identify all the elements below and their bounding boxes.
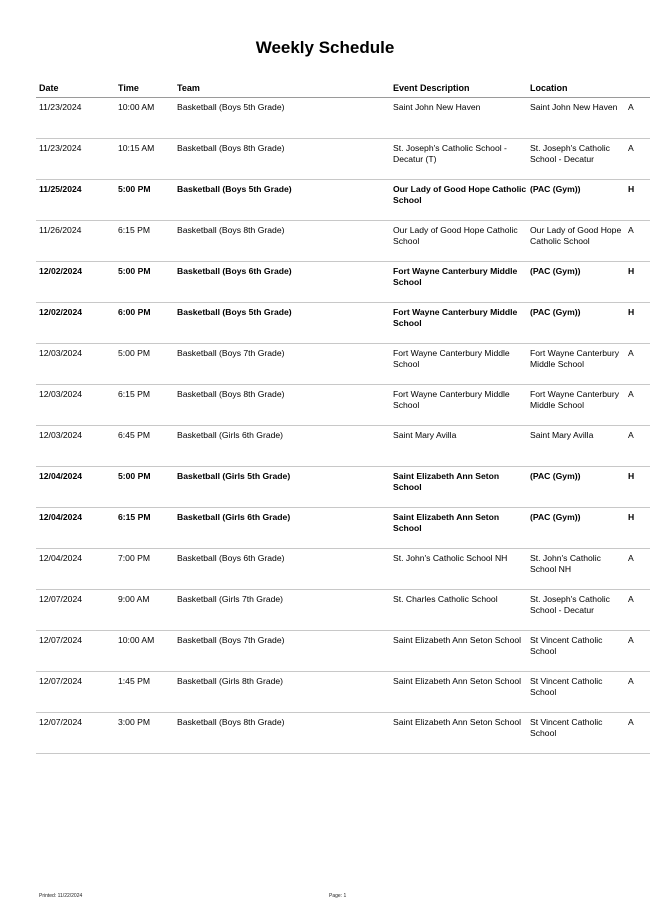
header-location: Location bbox=[530, 83, 568, 93]
cell-team: Basketball (Boys 6th Grade) bbox=[177, 266, 292, 276]
cell-team: Basketball (Girls 6th Grade) bbox=[177, 512, 291, 522]
table-row bbox=[36, 180, 650, 221]
cell-location: Fort Wayne Canterbury Middle School bbox=[530, 389, 619, 410]
cell-time: 6:15 PM bbox=[118, 389, 151, 399]
cell-team: Basketball (Boys 8th Grade) bbox=[177, 225, 285, 235]
table-row bbox=[36, 672, 650, 713]
cell-home-away: A bbox=[628, 676, 634, 686]
table-row bbox=[36, 344, 650, 385]
cell-date: 12/04/2024 bbox=[39, 512, 83, 522]
cell-team: Basketball (Boys 6th Grade) bbox=[177, 553, 285, 563]
cell-home-away: H bbox=[628, 512, 635, 522]
cell-home-away: A bbox=[628, 225, 634, 235]
cell-date: 12/07/2024 bbox=[39, 635, 83, 645]
cell-team: Basketball (Boys 7th Grade) bbox=[177, 635, 285, 645]
cell-event-description: Fort Wayne Canterbury Middle School bbox=[393, 348, 510, 369]
cell-event-description: Saint Elizabeth Ann Seton School bbox=[393, 512, 500, 533]
table-header bbox=[36, 81, 650, 98]
cell-date: 12/07/2024 bbox=[39, 717, 83, 727]
table-row bbox=[36, 221, 650, 262]
cell-time: 9:00 AM bbox=[118, 594, 150, 604]
cell-team: Basketball (Boys 5th Grade) bbox=[177, 184, 292, 194]
cell-time: 5:00 PM bbox=[118, 184, 151, 194]
cell-home-away: A bbox=[628, 430, 634, 440]
cell-home-away: A bbox=[628, 143, 634, 153]
header-event-description: Event Description bbox=[393, 83, 470, 93]
cell-date: 12/04/2024 bbox=[39, 471, 83, 481]
cell-date: 12/04/2024 bbox=[39, 553, 83, 563]
cell-home-away: A bbox=[628, 389, 634, 399]
cell-home-away: H bbox=[628, 471, 635, 481]
cell-event-description: Saint John New Haven bbox=[393, 102, 481, 112]
cell-location: St Vincent Catholic School bbox=[530, 676, 603, 697]
cell-location: (PAC (Gym)) bbox=[530, 266, 581, 276]
table-row bbox=[36, 303, 650, 344]
table-row bbox=[36, 98, 650, 139]
cell-home-away: A bbox=[628, 635, 634, 645]
cell-location: Saint John New Haven bbox=[530, 102, 618, 112]
cell-team: Basketball (Girls 8th Grade) bbox=[177, 676, 284, 686]
cell-event-description: St. Charles Catholic School bbox=[393, 594, 498, 604]
cell-team: Basketball (Girls 6th Grade) bbox=[177, 430, 284, 440]
cell-time: 6:45 PM bbox=[118, 430, 151, 440]
cell-time: 5:00 PM bbox=[118, 348, 151, 358]
cell-date: 12/02/2024 bbox=[39, 266, 83, 276]
cell-location: (PAC (Gym)) bbox=[530, 512, 581, 522]
table-row bbox=[36, 385, 650, 426]
cell-event-description: St. John's Catholic School NH bbox=[393, 553, 508, 563]
table-row bbox=[36, 713, 650, 754]
schedule-table bbox=[36, 81, 650, 754]
table-row bbox=[36, 467, 650, 508]
cell-home-away: H bbox=[628, 307, 635, 317]
cell-home-away: A bbox=[628, 102, 634, 112]
cell-time: 1:45 PM bbox=[118, 676, 151, 686]
cell-event-description: Fort Wayne Canterbury Middle School bbox=[393, 307, 518, 328]
cell-date: 11/26/2024 bbox=[39, 225, 82, 235]
table-row bbox=[36, 426, 650, 467]
cell-date: 11/23/2024 bbox=[39, 143, 82, 153]
cell-team: Basketball (Boys 8th Grade) bbox=[177, 717, 285, 727]
cell-team: Basketball (Boys 8th Grade) bbox=[177, 389, 285, 399]
cell-time: 5:00 PM bbox=[118, 471, 151, 481]
cell-date: 12/02/2024 bbox=[39, 307, 83, 317]
cell-location: Fort Wayne Canterbury Middle School bbox=[530, 348, 619, 369]
table-row bbox=[36, 508, 650, 549]
cell-date: 12/03/2024 bbox=[39, 389, 83, 399]
table-row bbox=[36, 139, 650, 180]
cell-time: 10:00 AM bbox=[118, 635, 155, 645]
header-team: Team bbox=[177, 83, 200, 93]
cell-time: 6:15 PM bbox=[118, 512, 151, 522]
cell-event-description: Saint Elizabeth Ann Seton School bbox=[393, 717, 522, 727]
cell-home-away: A bbox=[628, 594, 634, 604]
header-date: Date bbox=[39, 83, 59, 93]
table-row bbox=[36, 262, 650, 303]
cell-event-description: Saint Elizabeth Ann Seton School bbox=[393, 635, 522, 645]
cell-event-description: Our Lady of Good Hope Catholic School bbox=[393, 225, 518, 246]
cell-time: 7:00 PM bbox=[118, 553, 151, 563]
cell-event-description: Our Lady of Good Hope Catholic School bbox=[393, 184, 527, 205]
cell-location: (PAC (Gym)) bbox=[530, 184, 581, 194]
cell-team: Basketball (Girls 7th Grade) bbox=[177, 594, 284, 604]
cell-location: (PAC (Gym)) bbox=[530, 307, 581, 317]
cell-home-away: H bbox=[628, 184, 635, 194]
cell-date: 12/03/2024 bbox=[39, 348, 83, 358]
cell-date: 11/25/2024 bbox=[39, 184, 82, 194]
cell-event-description: Saint Elizabeth Ann Seton School bbox=[393, 676, 522, 686]
cell-time: 10:15 AM bbox=[118, 143, 155, 153]
page-title: Weekly Schedule bbox=[255, 38, 395, 57]
cell-location: St. Joseph's Catholic School - Decatur bbox=[530, 143, 610, 164]
cell-date: 12/03/2024 bbox=[39, 430, 83, 440]
cell-location: Saint Mary Avilla bbox=[530, 430, 594, 440]
cell-date: 11/23/2024 bbox=[39, 102, 82, 112]
cell-location: St Vincent Catholic School bbox=[530, 717, 603, 738]
cell-home-away: A bbox=[628, 553, 634, 563]
cell-location: St. Joseph's Catholic School - Decatur bbox=[530, 594, 610, 615]
cell-time: 6:15 PM bbox=[118, 225, 151, 235]
cell-event-description: St. Joseph's Catholic School - Decatur (T) bbox=[393, 143, 507, 164]
table-row bbox=[36, 590, 650, 631]
cell-location: St. John's Catholic School NH bbox=[530, 553, 601, 574]
cell-time: 5:00 PM bbox=[118, 266, 151, 276]
table-body bbox=[36, 98, 650, 754]
cell-location: St Vincent Catholic School bbox=[530, 635, 603, 656]
table-row bbox=[36, 549, 650, 590]
cell-home-away: A bbox=[628, 717, 634, 727]
cell-time: 6:00 PM bbox=[118, 307, 151, 317]
cell-event-description: Saint Mary Avilla bbox=[393, 430, 457, 440]
cell-event-description: Fort Wayne Canterbury Middle School bbox=[393, 389, 510, 410]
printed-date: Printed: 11/22/2024 bbox=[39, 893, 83, 899]
cell-date: 12/07/2024 bbox=[39, 676, 83, 686]
header-time: Time bbox=[118, 83, 139, 93]
cell-team: Basketball (Boys 5th Grade) bbox=[177, 102, 285, 112]
cell-time: 10:00 AM bbox=[118, 102, 155, 112]
cell-team: Basketball (Boys 8th Grade) bbox=[177, 143, 285, 153]
cell-time: 3:00 PM bbox=[118, 717, 151, 727]
table-row bbox=[36, 631, 650, 672]
cell-team: Basketball (Boys 5th Grade) bbox=[177, 307, 292, 317]
cell-team: Basketball (Girls 5th Grade) bbox=[177, 471, 291, 481]
cell-home-away: H bbox=[628, 266, 635, 276]
cell-date: 12/07/2024 bbox=[39, 594, 83, 604]
cell-location: (PAC (Gym)) bbox=[530, 471, 581, 481]
page-number: Page: 1 bbox=[329, 893, 347, 899]
cell-team: Basketball (Boys 7th Grade) bbox=[177, 348, 285, 358]
cell-event-description: Saint Elizabeth Ann Seton School bbox=[393, 471, 500, 492]
cell-home-away: A bbox=[628, 348, 634, 358]
cell-event-description: Fort Wayne Canterbury Middle School bbox=[393, 266, 518, 287]
cell-location: Our Lady of Good Hope Catholic School bbox=[530, 225, 622, 246]
